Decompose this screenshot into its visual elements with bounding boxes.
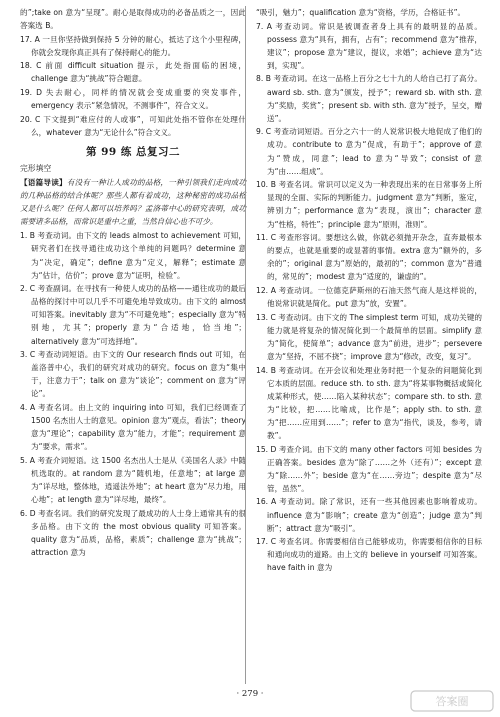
- watermark-logo-icon: [410, 690, 494, 712]
- subsection-heading: 完形填空: [20, 163, 52, 173]
- answer-item: 20. C 下文提到“难应付的人或事”，可知此处指不管你在处理什么，whatever 意为“无论什么”符合文义。: [20, 114, 246, 137]
- reading-guide-text: 有没有一种让人成功的品格，一种引领我们走向成功的几种品格的结合体呢？那些人都有着成功，这种秘密的成功品格又是什么呢？任何人都可以培养吗？孟洛蒂中心的研究表明，成功需要诸多品格，而常识是重中之重，当然自信心也不可少。: [20, 177, 247, 227]
- answer-continuation: 的”;take on 意为“呈现”。耐心是取得成功的必备品质之一，因此答案选 B。: [20, 8, 246, 31]
- answer-item: 14. B 考查动词。在开会议和处理业务时把一个复杂的问题简化到它本质的层面。reduce sth. to sth. 意为“将某事物概括或简化成某种形式，使……陷入某种状态”；compare sth. to sth. 意为“比较，把……比喻成，比作是”；apply sth. to sth. 意为“把……应用到……”；refer to 意为“指代，谈及，参考，请教”。: [256, 365, 482, 440]
- answer-continuation: “吸引，魅力”；qualification 意为“资格，学历，合格证书”。: [256, 8, 466, 17]
- answer-item: 2. C 考查副词。在寻找有一种使人成功的品格——通往成功的最后品格的探讨中可以几乎不可避免地导致成功。由下文的 almost 可知答案。inevitably 意为“不可避免地”；especially 意为“特别地，尤其”；properly 意为“合适地，恰当地”；alternatively 意为“可选择地”。: [20, 284, 246, 346]
- answer-item: 15. D 考查介词。由下文的 many other factors 可知 besides 为正确答案。besides 意为“除了……之外（还有）”；except 意为“除……外”；beside 意为“在……旁边”；despite 意为“尽管，虽然”。: [256, 444, 482, 493]
- column-divider: [245, 6, 246, 684]
- answer-item: 16. A 考查动词。除了常识，还有一些其他因素也影响着成功。influence 意为“影响”；create 意为“创造”；judge 意为“判断”；attract 意为“吸引”。: [256, 497, 482, 533]
- answer-item: 10. B 考查名词。常识可以定义为一种表现出来的在日常事务上所显现的全面、实际的判断能力。judgment 意为“判断，鉴定，辨别力”；performance 意为“表现，演出”；character 意为“性格，特性”；principle 意为“原则，准则”。: [256, 180, 482, 229]
- answer-item: 3. C 考查动词短语。由下文的 Our research finds out 可知，在盖洛普中心，我们的研究对成功的研究。focus on 意为“集中于，注意力于”；talk on 意为“谈论”；comment on 意为“评论”。: [20, 350, 246, 399]
- svg-text:答案圈: 答案圈: [435, 695, 469, 708]
- answer-item: 17. A 一旦你坚持做到保持 5 分钟的耐心，抵达了这个小里程碑，你就会发现你真正具有了保持耐心的能力。: [20, 34, 246, 57]
- reading-guide: [20, 176, 246, 228]
- answer-item: 6. D 考查名词。我们的研究发现了最成功的人士身上通常具有的很多品格。由下文的 the most obvious quality 可知答案。quality 意为“品质，品格，素质”；challenge 意为“挑战”；attraction 意为: [20, 508, 246, 558]
- answer-item: 19. D 失去耐心，同样的情况就会变成重要的突发事件，emergency 表示“紧急情况，不测事件”，符合文义。: [20, 88, 246, 111]
- right-column: [256, 6, 482, 575]
- reading-guide-label: 【语篇导读】: [20, 177, 67, 187]
- answer-item: 1. B 考查动词。由下文的 leads almost to achievement 可知，研究者们在找寻通往成功这个单纯的问题吗？determine 意为“决定，确定”；define 意为“定义，解释”；estimate 意为“估计，估价”；prove 意为“证明，检验”。: [20, 231, 246, 280]
- answer-item: 18. C 前面 difficult situation 提示，此处指面临的困境，challenge 意为“挑战”符合题意。: [20, 61, 246, 84]
- section-title: 第 99 练 总复习二: [85, 145, 181, 158]
- answer-item: 8. B 考查动词。在这一品格上百分之七十九的人给自己打了高分。award sb. sth. 意为“颁发，授予”；reward sb. with sth. 意为“奖励，奖赏”；present sb. with sth. 意为“授予，呈交，赠送”。: [256, 74, 482, 123]
- answer-item: 4. A 考查名词。由上文的 inquiring into 可知，我们已经调查了 1500 名杰出人士的意见。opinion 意为“观点，看法”；theory 意为“理论”；capability 意为“能力，才能”；requirement 意为“要求，需求”。: [20, 403, 246, 452]
- answer-item: 12. A 考查动词。一位德克萨斯州的石油天然气商人是这样说的，他说常识就是简化。put 意为“放，安置”。: [256, 285, 482, 309]
- answer-item: 17. C 考查名词。你需要相信自己能够成功，你需要相信你的目标和通向成功的道路。由上文的 believe in yourself 可知答案。have faith in 意为: [256, 537, 482, 573]
- page-number: · 279 ·: [236, 689, 264, 699]
- left-column: [20, 6, 246, 560]
- answer-item: 7. A 考查动词。常识是被调查者身上具有的最明显的品质。possess 意为“具有，拥有，占有”；recommend 意为“推荐，建议”；propose 意为“建议，提议，求婚”；achieve 意为“达到，实现”。: [256, 21, 482, 70]
- answer-item: 11. C 考查形容词。要想这么做，你就必须抛开杂念，直奔最根本的要点，也就是重要的或显著的事情。extra 意为“额外的，多余的”；original 意为“原始的，最初的”；common 意为“普通的，常见的”；modest 意为“适度的，谦虚的”。: [256, 233, 482, 282]
- answer-item: 13. C 考查动词。由下文的 The simplest term 可知，成功关键的能力就是将复杂的情况简化到一个最简单的层面。simplify 意为“简化，使简单”；advance 意为“前进，进步”；persevere 意为“坚持，不屈不挠”；improve 意为“修改，改变，复习”。: [256, 312, 482, 361]
- answer-item: 9. C 考查动词短语。百分之六十一的人说常识极大地促成了他们的成功。contribute to 意为“促成，有助于”；approve of 意为“赞成，同意”；lead to 意为“导致”；consist of 意为“由……组成”。: [256, 127, 482, 176]
- answer-item: 5. A 考查介词短语。这 1500 名杰出人士是从《美国名人录》中随机选取的。at random 意为“随机地，任意地”；at large 意为“详尽地，整体地，逍遥法外地”；at heart 意为“尽力地，用心地”；at length 意为“详尽地，最终”。: [20, 455, 246, 505]
